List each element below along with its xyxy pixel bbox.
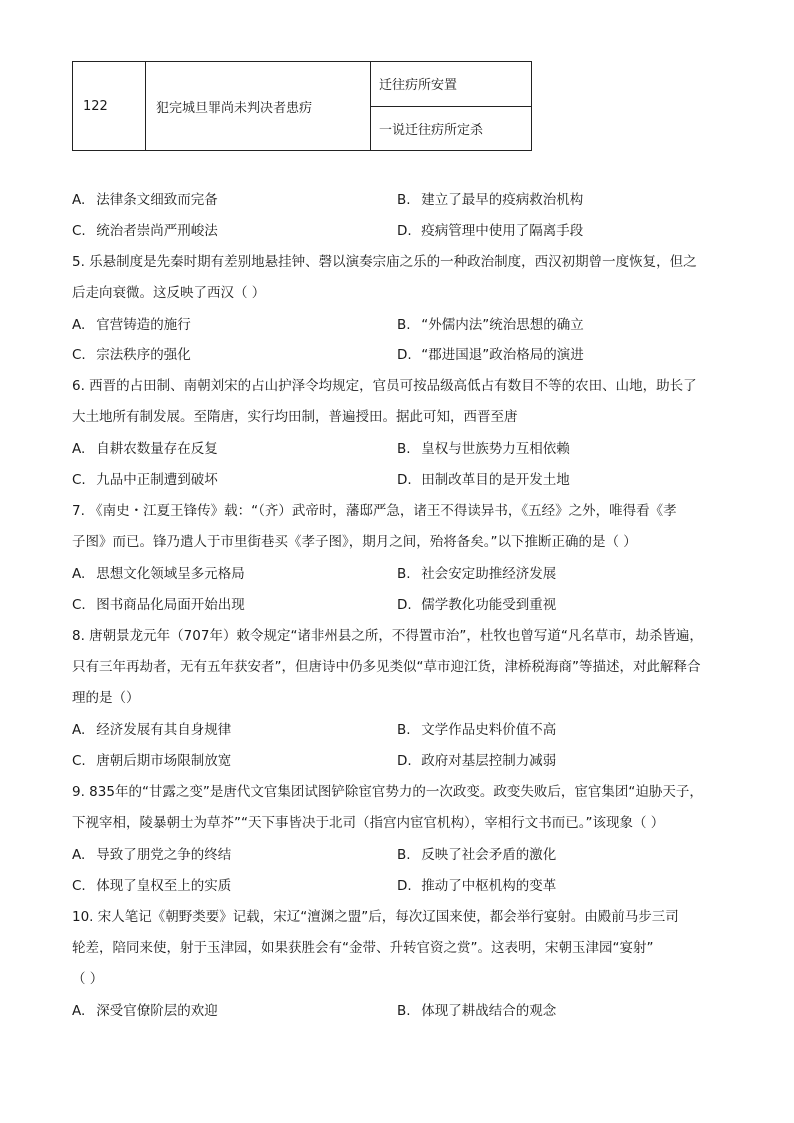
q9-option-b: B. 反映了社会矛盾的激化	[397, 847, 557, 863]
table-cell-disposition-1: 迁往疠所安置	[371, 62, 532, 107]
q4-option-a: A. 法律条文细致而完备	[72, 192, 218, 208]
q8-option-d: D. 政府对基层控制力减弱	[397, 753, 557, 769]
q6-option-d: D. 田制改革目的是开发土地	[397, 472, 570, 488]
q8-stem-line-2: 只有三年再劫者，无有五年获安者”，但唐诗中仍多见类似“草市迎江货，津桥税海商”等描述，对此解释合	[72, 659, 701, 675]
q6-option-a: A. 自耕农数量存在反复	[72, 441, 218, 457]
q10-stem-line-1: 10. 宋人笔记《朝野类要》记载，宋辽“澶渊之盟”后，每次辽国来使，都会举行宴射。由殿前马步三司	[72, 909, 679, 925]
q10-option-b: B. 体现了耕战结合的观念	[397, 1003, 557, 1019]
q6-option-c: C. 九品中正制遭到破坏	[72, 472, 218, 488]
q6-option-b: B. 皇权与世族势力互相依赖	[397, 441, 570, 457]
q9-option-a: A. 导致了朋党之争的终结	[72, 847, 232, 863]
q5-stem-line-2: 后走向衰微。这反映了西汉（ ）	[72, 285, 266, 301]
q10-stem-line-2: 轮差，陪同来使，射于玉津园，如果获胜会有“金带、升转官资之赏”。这表明，宋朝玉津园“宴射”	[72, 940, 654, 956]
q8-stem-line-1: 8. 唐朝景龙元年（707年）敕令规定“诸非州县之所，不得置市治”，杜牧也曾写道“凡名草市，劫杀皆遍，	[72, 628, 703, 644]
table-cell-description: 犯完城旦罪尚未判决者患疠	[146, 62, 371, 151]
q9-option-c: C. 体现了皇权至上的实质	[72, 878, 232, 894]
table-cell-number: 122	[73, 62, 146, 151]
q9-option-d: D. 推动了中枢机构的变革	[397, 878, 557, 894]
q7-stem-line-2: 子图》而已。锋乃遣人于市里街巷买《孝子图》，期月之间，殆将备矣。”以下推断正确的是（ ）	[72, 534, 637, 550]
q7-option-c: C. 图书商品化局面开始出现	[72, 597, 245, 613]
q8-stem-line-3: 理的是（）	[72, 690, 140, 706]
q8-option-c: C. 唐朝后期市场限制放宽	[72, 753, 232, 769]
q9-stem-line-2: 下视宰相，陵暴朝士为草芥”“天下事皆决于北司（指宫内宦官机构），宰相行文书而已。”该现象（ ）	[72, 815, 665, 831]
q4-option-c: C. 统治者崇尚严刑峻法	[72, 223, 218, 239]
q5-option-a: A. 官营铸造的施行	[72, 317, 191, 333]
q5-option-b: B. “外儒内法”统治思想的确立	[397, 317, 584, 333]
q4-option-d: D. 疫病管理中使用了隔离手段	[397, 223, 584, 239]
q7-stem-line-1: 7. 《南史・江夏王锋传》载：“（齐）武帝时，藩邸严急，诸王不得读异书，《五经》之外，唯得看《孝	[72, 503, 677, 519]
q10-stem-line-3: （ ）	[72, 971, 104, 987]
q7-option-b: B. 社会安定助推经济发展	[397, 566, 557, 582]
leprosy-law-table	[72, 61, 532, 151]
table-cell-disposition-2: 一说迁往疠所定杀	[371, 106, 532, 151]
q8-option-b: B. 文学作品史料价值不高	[397, 722, 557, 738]
q9-stem-line-1: 9. 835年的“甘露之变”是唐代文官集团试图铲除宦官势力的一次政变。政变失败后，宦官集团“迫胁天子，	[72, 784, 703, 800]
q6-stem-line-2: 大土地所有制发展。至隋唐，实行均田制，普遍授田。据此可知，西晋至唐	[72, 409, 518, 425]
q10-option-a: A. 深受官僚阶层的欢迎	[72, 1003, 218, 1019]
q4-option-b: B. 建立了最早的疫病救治机构	[397, 192, 584, 208]
q5-stem-line-1: 5. 乐悬制度是先秦时期有差别地悬挂钟、磬以演奏宗庙之乐的一种政治制度，西汉初期曾一度恢复，但之	[72, 254, 697, 270]
q6-stem-line-1: 6. 西晋的占田制、南朝刘宋的占山护泽令均规定，官员可按品级高低占有数目不等的农田、山地，助长了	[72, 378, 697, 394]
q5-option-c: C. 宗法秩序的强化	[72, 347, 191, 363]
q8-option-a: A. 经济发展有其自身规律	[72, 722, 232, 738]
q7-option-d: D. 儒学教化功能受到重视	[397, 597, 557, 613]
q5-option-d: D. “郡进国退”政治格局的演进	[397, 347, 584, 363]
q7-option-a: A. 思想文化领域呈多元格局	[72, 566, 245, 582]
